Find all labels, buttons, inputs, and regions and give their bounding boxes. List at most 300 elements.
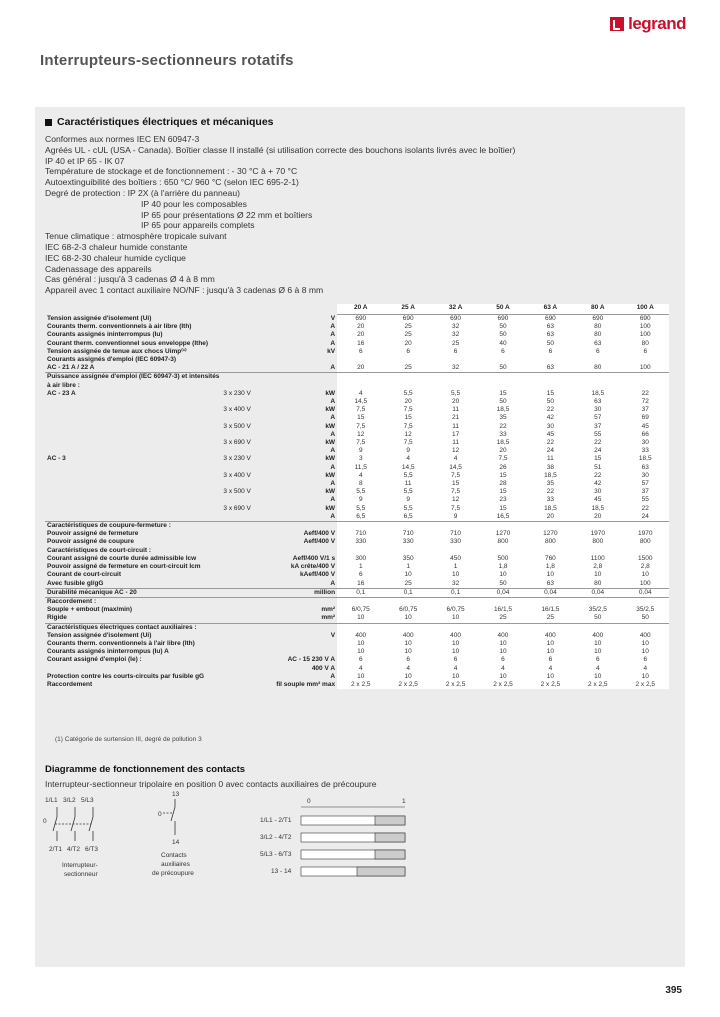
table-cell: 4 (432, 665, 479, 673)
row-label (45, 505, 221, 513)
table-cell: 15 (479, 505, 526, 513)
row-label (45, 464, 221, 472)
column-header: 63 A (527, 304, 574, 315)
table-row (45, 606, 669, 614)
table-cell: 10 (432, 640, 479, 648)
row-label (45, 488, 221, 496)
table-cell: 25 (384, 364, 431, 373)
aux-top-label: 13 (172, 791, 180, 798)
table-cell (479, 382, 526, 390)
table-cell: 1270 (479, 530, 526, 538)
pole-bottom-label: 6/T3 (85, 846, 99, 853)
table-cell: 6 (432, 656, 479, 664)
aux-contact-symbol (163, 799, 175, 835)
spec-table (45, 304, 669, 689)
table-cell: 32 (432, 580, 479, 589)
table-cell: 1 (384, 563, 431, 571)
table-row (45, 340, 669, 348)
table-cell: 800 (479, 538, 526, 546)
table-cell: 4 (622, 665, 670, 673)
spec-header-row (45, 304, 669, 315)
row-sublabel (221, 323, 274, 331)
table-cell: 0,04 (622, 588, 670, 597)
row-sublabel (221, 547, 274, 555)
switch-caption: Interrupteur- (62, 862, 98, 869)
table-cell: 50 (527, 340, 574, 348)
table-cell: 18,5 (527, 472, 574, 480)
table-cell: 30 (622, 472, 670, 480)
table-cell: 25 (432, 340, 479, 348)
row-sublabel (221, 555, 274, 563)
table-cell: 37 (622, 406, 670, 414)
table-cell (574, 522, 621, 531)
table-cell: 10 (337, 640, 384, 648)
row-sublabel (221, 656, 274, 664)
table-cell: 80 (574, 323, 621, 331)
table-cell: 7,5 (479, 455, 526, 463)
row-label: Pouvoir assigné de fermeture (47, 530, 139, 538)
aux-bottom-label: 14 (172, 839, 180, 846)
table-cell: 42 (527, 414, 574, 422)
row-sublabel (221, 530, 274, 538)
table-cell: 6 (527, 348, 574, 356)
table-cell: 6 (432, 348, 479, 356)
table-cell (622, 597, 670, 606)
row-label: Courants assignés d'emploi (IEC 60947-3) (47, 356, 177, 364)
row-unit: kA crête/400 V (290, 563, 336, 571)
table-cell: 25 (384, 331, 431, 339)
table-cell (337, 597, 384, 606)
table-row (45, 555, 669, 563)
table-cell: 9 (384, 447, 431, 455)
table-cell (479, 356, 526, 364)
table-cell: 400 (479, 632, 526, 640)
timing-row-label: 13 - 14 (271, 868, 292, 875)
table-cell: 42 (574, 480, 621, 488)
table-cell (527, 373, 574, 382)
table-cell: 10 (337, 673, 384, 681)
table-cell (432, 522, 479, 531)
row-sublabel (221, 632, 274, 640)
table-cell: 9 (337, 496, 384, 504)
table-cell: 10 (432, 673, 479, 681)
table-cell: 30 (574, 406, 621, 414)
row-unit: kW (325, 422, 336, 430)
table-cell: 10 (479, 640, 526, 648)
table-cell (527, 547, 574, 555)
table-cell: 10 (574, 571, 621, 579)
table-cell: 1970 (622, 530, 670, 538)
row-label (45, 398, 221, 406)
row-unit (274, 623, 337, 632)
table-cell: 22 (527, 439, 574, 447)
table-cell: 12 (432, 496, 479, 504)
row-sublabel (221, 606, 274, 614)
row-label: Durabilité mécanique AC - 20 (45, 588, 221, 597)
timing-scale-1: 1 (402, 798, 406, 805)
table-cell (527, 356, 574, 364)
table-cell: 80 (574, 331, 621, 339)
table-cell: 21 (432, 414, 479, 422)
row-unit: Aeff/400 V (303, 530, 336, 538)
table-cell: 20 (337, 331, 384, 339)
table-cell: 7,5 (432, 472, 479, 480)
row-label: AC - 3 (47, 455, 66, 463)
row-sublabel: 3 x 400 V (223, 406, 251, 414)
row-label (45, 472, 221, 480)
row-sublabel (221, 588, 274, 597)
table-cell: 11 (432, 423, 479, 431)
row-label: AC - 23 A (47, 389, 76, 397)
table-cell: 10 (337, 648, 384, 656)
table-cell: 6 (574, 348, 621, 356)
table-cell: 10 (432, 614, 479, 623)
row-unit: A (330, 323, 336, 331)
table-cell: 22 (527, 488, 574, 496)
row-label (45, 431, 221, 439)
row-label: Courant assigné d'emploi (Ie) : (47, 656, 142, 664)
table-cell: 51 (574, 464, 621, 472)
table-cell: 50 (574, 614, 621, 623)
row-unit: kV (327, 347, 336, 355)
table-cell: 760 (527, 555, 574, 563)
table-cell: 40 (479, 340, 526, 348)
row-sublabel (221, 623, 274, 632)
table-cell: 50 (622, 614, 670, 623)
table-cell (574, 623, 621, 632)
table-cell: 18,5 (479, 406, 526, 414)
table-cell: 4 (384, 455, 431, 463)
table-cell: 5,5 (384, 390, 431, 398)
table-cell: 0,04 (574, 588, 621, 597)
table-cell: 7,5 (337, 439, 384, 447)
table-cell: 10 (384, 640, 431, 648)
diagram-subtitle: Interrupteur-sectionneur tripolaire en position 0 avec contacts auxiliaires de précoupure (45, 779, 377, 789)
table-cell: 6 (527, 656, 574, 664)
table-cell: 10 (337, 614, 384, 623)
table-cell: 5,5 (384, 505, 431, 513)
feature-item: Conformes aux normes IEC EN 60947-3 (45, 134, 200, 144)
row-label (45, 439, 221, 447)
table-cell: 2 x 2,5 (432, 681, 479, 689)
table-cell: 4 (479, 665, 526, 673)
feature-item: Autoextinguibilité des boîtiers : 650 °C/ 960 °C (selon IEC 695-2-1) (45, 177, 299, 188)
table-cell: 24 (622, 513, 670, 522)
table-cell (479, 373, 526, 382)
feature-item: IEC 68-2-3 chaleur humide constante (45, 241, 188, 252)
table-row (45, 447, 669, 455)
table-cell: 5,5 (337, 488, 384, 496)
column-header: 20 A (337, 304, 384, 315)
table-cell (337, 522, 384, 531)
row-unit: AC - 15 230 V A (287, 656, 336, 664)
page-title: Interrupteurs-sectionneurs rotatifs (40, 52, 294, 69)
table-cell: 100 (622, 364, 670, 373)
row-unit: A (330, 496, 336, 504)
row-unit: mm² (321, 614, 336, 622)
table-cell: 710 (384, 530, 431, 538)
table-cell: 63 (527, 331, 574, 339)
table-cell: 9 (432, 513, 479, 522)
table-cell: 10 (622, 673, 670, 681)
table-cell: 800 (622, 538, 670, 546)
row-sublabel (221, 414, 274, 422)
table-cell: 16/1,5 (527, 606, 574, 614)
row-label: Avec fusible gI/gG (47, 579, 104, 587)
table-cell: 55 (622, 496, 670, 504)
table-cell: 6/0,75 (337, 606, 384, 614)
protection-item: IP 40 pour les composables (141, 198, 247, 209)
table-cell (622, 522, 670, 531)
table-row (45, 632, 669, 640)
table-cell: 0,1 (337, 588, 384, 597)
feature-item: IP 40 et IP 65 - IK 07 (45, 155, 125, 166)
table-row (45, 640, 669, 648)
table-row (45, 513, 669, 522)
table-cell: 2 x 2,5 (384, 681, 431, 689)
table-cell: 5,5 (384, 488, 431, 496)
table-cell: 9 (384, 496, 431, 504)
table-cell: 25 (384, 580, 431, 589)
row-label: Pouvoir assigné de coupure (47, 538, 135, 546)
table-cell: 710 (337, 530, 384, 538)
table-cell: 100 (622, 323, 670, 331)
diagram-title: Diagramme de fonctionnement des contacts (45, 764, 246, 775)
row-sublabel (221, 356, 274, 364)
table-cell: 800 (527, 538, 574, 546)
timing-row-label: 1/L1 - 2/T1 (260, 817, 292, 824)
table-cell: 10 (622, 648, 670, 656)
column-header: 25 A (384, 304, 431, 315)
square-bullet-icon (45, 119, 52, 126)
table-cell (384, 522, 431, 531)
row-unit: V (330, 314, 336, 322)
table-row (45, 398, 669, 406)
table-cell: 690 (527, 315, 574, 324)
section-heading (45, 116, 274, 128)
pole-top-label: 5/L3 (81, 797, 94, 804)
table-cell: 350 (384, 555, 431, 563)
table-cell: 400 (574, 632, 621, 640)
table-cell: 4 (384, 665, 431, 673)
table-row (45, 505, 669, 513)
aux-caption: Contacts (161, 852, 187, 859)
table-cell: 6 (337, 348, 384, 356)
row-label: Raccordement : (45, 597, 221, 606)
row-sublabel (221, 522, 274, 531)
switch-caption: sectionneur (64, 871, 98, 878)
table-cell: 37 (574, 423, 621, 431)
table-cell: 10 (432, 648, 479, 656)
table-row (45, 538, 669, 546)
table-cell: 100 (622, 580, 670, 589)
table-cell: 26 (479, 464, 526, 472)
table-cell: 18,5 (574, 505, 621, 513)
table-cell: 800 (574, 538, 621, 546)
table-cell: 6 (479, 348, 526, 356)
table-cell: 30 (574, 488, 621, 496)
feature-list (45, 134, 515, 296)
row-label (45, 496, 221, 504)
table-cell: 2 x 2,5 (622, 681, 670, 689)
table-cell: 8 (337, 480, 384, 488)
table-cell: 32 (432, 364, 479, 373)
pole-top-label: 1/L1 (45, 797, 58, 804)
row-label: Courants assignés ininterrompus (Iu) A (47, 648, 169, 656)
table-cell: 10 (622, 640, 670, 648)
row-sublabel (221, 348, 274, 356)
row-unit: A (330, 480, 336, 488)
table-cell: 18,5 (479, 439, 526, 447)
column-header: 100 A (622, 304, 670, 315)
table-row (45, 382, 669, 390)
row-label: à air libre : (47, 381, 80, 389)
table-row (45, 597, 669, 606)
table-cell: 32 (432, 331, 479, 339)
table-cell (622, 382, 670, 390)
table-cell: 0,1 (384, 588, 431, 597)
row-label: Courant therm. conventionnel sous enveloppe (Ithe) (47, 339, 209, 347)
table-cell (574, 547, 621, 555)
table-cell: 10 (622, 571, 670, 579)
table-row (45, 348, 669, 356)
table-cell: 450 (432, 555, 479, 563)
table-cell: 400 (432, 632, 479, 640)
table-cell (574, 597, 621, 606)
table-cell: 50 (479, 323, 526, 331)
timing-scale-0: 0 (307, 798, 311, 805)
table-cell: 400 (527, 632, 574, 640)
table-cell: 35/2,5 (622, 606, 670, 614)
row-label: Courant assigné de courte durée admissible Icw (47, 554, 197, 562)
table-cell: 1970 (574, 530, 621, 538)
table-row (45, 522, 669, 531)
page-number: 395 (665, 985, 682, 996)
column-header: 32 A (432, 304, 479, 315)
table-cell: 10 (527, 571, 574, 579)
table-cell: 20 (384, 340, 431, 348)
column-header: 80 A (574, 304, 621, 315)
row-unit: A (330, 672, 336, 680)
table-cell: 28 (479, 480, 526, 488)
table-cell: 7,5 (384, 406, 431, 414)
row-unit: million (274, 588, 337, 597)
table-cell: 1270 (527, 530, 574, 538)
table-cell: 0,1 (432, 588, 479, 597)
row-unit (274, 640, 337, 648)
row-unit: A (330, 364, 336, 372)
table-row (45, 364, 669, 373)
table-cell: 45 (527, 431, 574, 439)
table-cell: 12 (384, 431, 431, 439)
row-sublabel: 3 x 230 V (223, 389, 251, 397)
row-sublabel (221, 340, 274, 348)
table-cell: 15 (337, 414, 384, 422)
table-cell: 12 (432, 447, 479, 455)
row-sublabel (221, 464, 274, 472)
row-label: Pouvoir assigné de fermeture en court-circuit Icm (47, 563, 201, 571)
table-cell: 7,5 (384, 439, 431, 447)
table-row (45, 656, 669, 664)
table-cell: 690 (622, 315, 670, 324)
row-label: Courant de court-circuit (47, 571, 122, 579)
table-cell: 20 (574, 513, 621, 522)
spec-table-body (45, 315, 669, 690)
row-unit (274, 373, 337, 382)
table-row (45, 673, 669, 681)
table-cell (432, 382, 479, 390)
table-cell: 50 (527, 398, 574, 406)
table-cell: 45 (574, 496, 621, 504)
table-cell: 7,5 (337, 406, 384, 414)
table-cell: 35 (479, 414, 526, 422)
table-cell (337, 547, 384, 555)
table-cell: 1,8 (479, 563, 526, 571)
table-cell (432, 373, 479, 382)
row-label (45, 406, 221, 414)
table-cell: 80 (622, 340, 670, 348)
table-cell: 15 (432, 480, 479, 488)
row-label: Tension assignée d'isolement (Ui) (47, 314, 152, 322)
row-unit: kW (325, 439, 336, 447)
table-cell: 50 (479, 398, 526, 406)
table-cell: 14,5 (384, 464, 431, 472)
table-cell: 80 (574, 580, 621, 589)
table-row (45, 455, 669, 463)
row-unit (274, 597, 337, 606)
table-cell: 33 (622, 447, 670, 455)
table-cell: 7,5 (432, 488, 479, 496)
table-cell: 57 (574, 414, 621, 422)
row-label (45, 513, 221, 522)
table-cell (432, 356, 479, 364)
contact-diagram (35, 787, 685, 907)
table-cell: 63 (622, 464, 670, 472)
brand-logo (610, 14, 686, 34)
table-cell (574, 373, 621, 382)
protection-item: IP 65 pour appareils complets (141, 220, 255, 231)
row-unit: kW (325, 389, 336, 397)
table-cell: 4 (337, 390, 384, 398)
table-row (45, 414, 669, 422)
protection-item: IP 65 pour présentations Ø 22 mm et boîtiers (141, 209, 313, 220)
table-row (45, 472, 669, 480)
table-cell: 72 (622, 398, 670, 406)
row-sublabel (221, 580, 274, 589)
row-sublabel (221, 315, 274, 324)
table-row (45, 373, 669, 382)
table-cell (574, 356, 621, 364)
table-cell: 22 (479, 423, 526, 431)
row-unit: kW (325, 471, 336, 479)
table-cell: 0,04 (527, 588, 574, 597)
feature-item: Tenue climatique : atmosphère tropicale suivant (45, 231, 227, 242)
row-label: Raccordement (47, 680, 93, 688)
row-sublabel (221, 496, 274, 504)
row-label: Rigide (47, 614, 67, 622)
table-cell: 25 (384, 323, 431, 331)
table-cell: 16/1,5 (479, 606, 526, 614)
table-cell: 15 (479, 390, 526, 398)
table-cell: 57 (622, 480, 670, 488)
table-cell: 1 (432, 563, 479, 571)
table-cell: 63 (527, 323, 574, 331)
row-label: AC - 21 A / 22 A (47, 364, 95, 372)
row-sublabel: 3 x 230 V (223, 455, 251, 463)
table-cell (337, 382, 384, 390)
table-cell: 5,5 (432, 390, 479, 398)
table-cell: 10 (479, 648, 526, 656)
